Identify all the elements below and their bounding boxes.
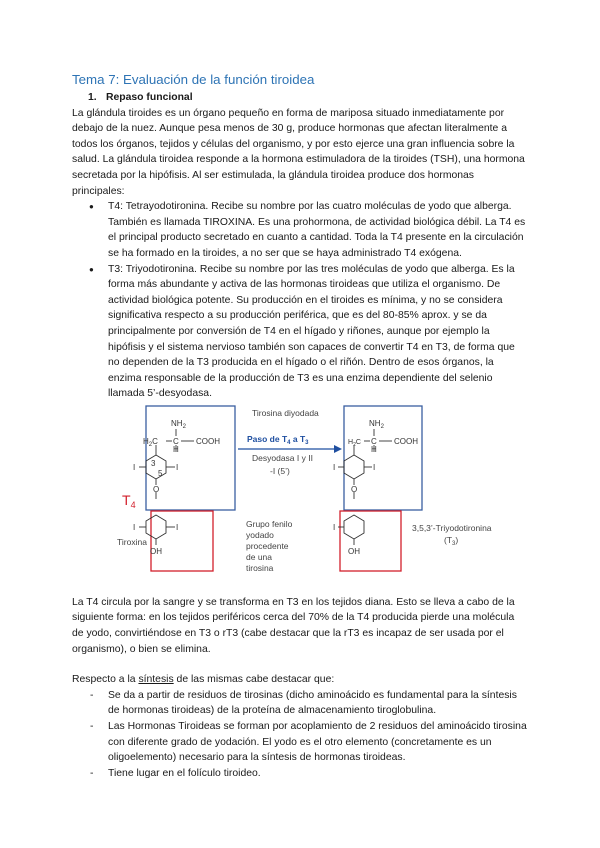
ring-number-3: 3 [151,458,156,468]
list-item: ● T3: Triyodotironina. Recibe su nombre por las tres moléculas de yodo que alberga. Es la forma más abundante y activa de las hormonas tiroideas que utiliza el organismo. De actividad biológica potente. Su producción en el tiroides es mínima, y no se considera significativa respecto a su producción periférica, que es del 80-85% aprox. y se da principalmente por conversión de T4 en el hígado y riñones, aunque por ejemplo la hipófisis y el sistema nervioso también son capaces de convertir T4 en T3, de forma que no dependen de la T3 producida en el hígado o el riñón. Dentro de esos órganos, la enzima responsable de la producción de T3 es una enzima dependiente del selenio llamada 5’-desyodasa. [72,262,528,402]
iodine-label: I [333,462,336,472]
hormone-list [72,199,528,402]
iodine-label: I [176,522,179,532]
synthesis-list [72,688,528,782]
product-name: 3,5,3’-Triyodotironina [412,522,492,533]
product-abbr: $(T_3)$ [444,534,459,547]
intro-paragraph: La glándula tiroides es un órgano pequeño en forma de mariposa situado inmediatamente por debajo de la nuez. Aunque pesa menos de 30 g, produce hormonas que afectan literalmente a todos los órganos, tejidos y células del organismo, y por esto ejerce una gran influencia sobre la salud. La glándula tiroidea responde a la hormona estimuladora de la tiroides (TSH), una hormona secretada por la hipófisis. Al ser estimulada, la glándula tiroidea produce dos hormonas principales: [72,107,525,197]
conversion-paragraph: La T4 circula por la sangre y se transforma en T3 en los tejidos diana. Esto se lleva a cabo de la siguiente forma: en los tejidos periféricos cerca del 70% de la T4 producida pierde una molécula de yodo, convirtiéndose en T3 o rT3 (cabe destacar que la rT3 es incapaz de ser usada por el organismo), o bien se elimina. [72,596,515,655]
triiodothyronine-structure [338,429,392,545]
grupo-fenilo-line: yodado [246,529,274,540]
oh-label: OH [150,546,162,556]
phenyl-group-box [151,511,213,571]
synthesis-intro-word: síntesis [138,674,174,686]
iodine-label: I [133,522,136,532]
page-title: Tema 7: Evaluación de la función tiroidea [72,72,315,87]
thyroxine-structure [139,429,194,545]
minus-iodine-label: -I (5’) [270,465,290,476]
nh2-label: $NH_2$ [171,418,186,430]
iodine-label: I [176,462,179,472]
tiroxina-label: Tiroxina [117,536,147,547]
diiodotyrosine-box [146,406,235,510]
nh2-label: $NH_2$ [369,418,384,430]
grupo-fenilo-line: de una [246,551,272,562]
document-page [72,71,528,781]
iodine-label: I [333,522,336,532]
product-phenyl-box [340,511,401,571]
h2c-label: $H_2C$ [348,438,361,448]
section-number: 1. [88,92,97,103]
grupo-fenilo-line: procedente [246,540,289,551]
tirosina-diyodada-label: Tirosina diyodada [252,407,319,418]
list-item: - Las Hormonas Tiroideas se forman por acoplamiento de 2 residuos del aminoácido tirosina con diferente grado de yodación. El yodo es el otro elemento (concretamente es un oligoelemento) necesario para la síntesis de hormonas tiroideas. [72,719,528,766]
grupo-fenilo-line: Grupo fenilo [246,518,293,529]
synthesis-intro-pre: Respecto a la [72,674,139,686]
product-box [344,406,422,510]
oxygen-label: O [351,484,358,494]
synthesis-intro [72,672,528,688]
iodine-label: I [373,462,376,472]
synthesis-intro-post: de las mismas cabe destacar que: [173,674,335,686]
list-item: - Se da a partir de residuos de tirosinas (dicho aminoácido es fundamental para la síntesis de hormonas tiroideas) de la proteína de almacenamiento tiroglobulina. [72,688,528,719]
t4-label: $T_4$ [122,491,136,510]
h-label: H [371,444,377,454]
oh-label: OH [348,546,360,556]
oxygen-label: O [153,484,160,494]
section-heading [88,90,528,106]
ring-number-5: 5 [158,468,163,478]
paso-title: Paso de $T_4$ a $T_3$ [247,433,309,446]
list-item: - Tiene lugar en el folículo tiroideo. [72,766,528,782]
section-label: Repaso funcional [106,92,193,103]
c-label: C [173,436,179,446]
desyodasa-label: Desyodasa I y II [252,452,313,463]
grupo-fenilo-line: tirosina [246,562,274,573]
cooh-label: COOH [394,436,418,446]
c-label: C [371,436,377,446]
arrow-head [334,445,342,453]
t4-to-t3-diagram [72,403,528,593]
h2c-label: $H_2C$ [143,436,158,448]
iodine-label: I [133,462,136,472]
h-label: H [173,444,179,454]
list-item: ● T4: Tetrayodotironina. Recibe su nombre por las cuatro moléculas de yodo que alberga. También es llamada TIROXINA. Es una prohormona, de actividad biológica débil. La T4 es el principal producto secretado en cuanto a cantidad. Toda la T4 presente en la circulación se ha formado en la tiroides, a no ser que se haya administrado T4 exógena. [72,199,528,261]
cooh-label: COOH [196,436,220,446]
